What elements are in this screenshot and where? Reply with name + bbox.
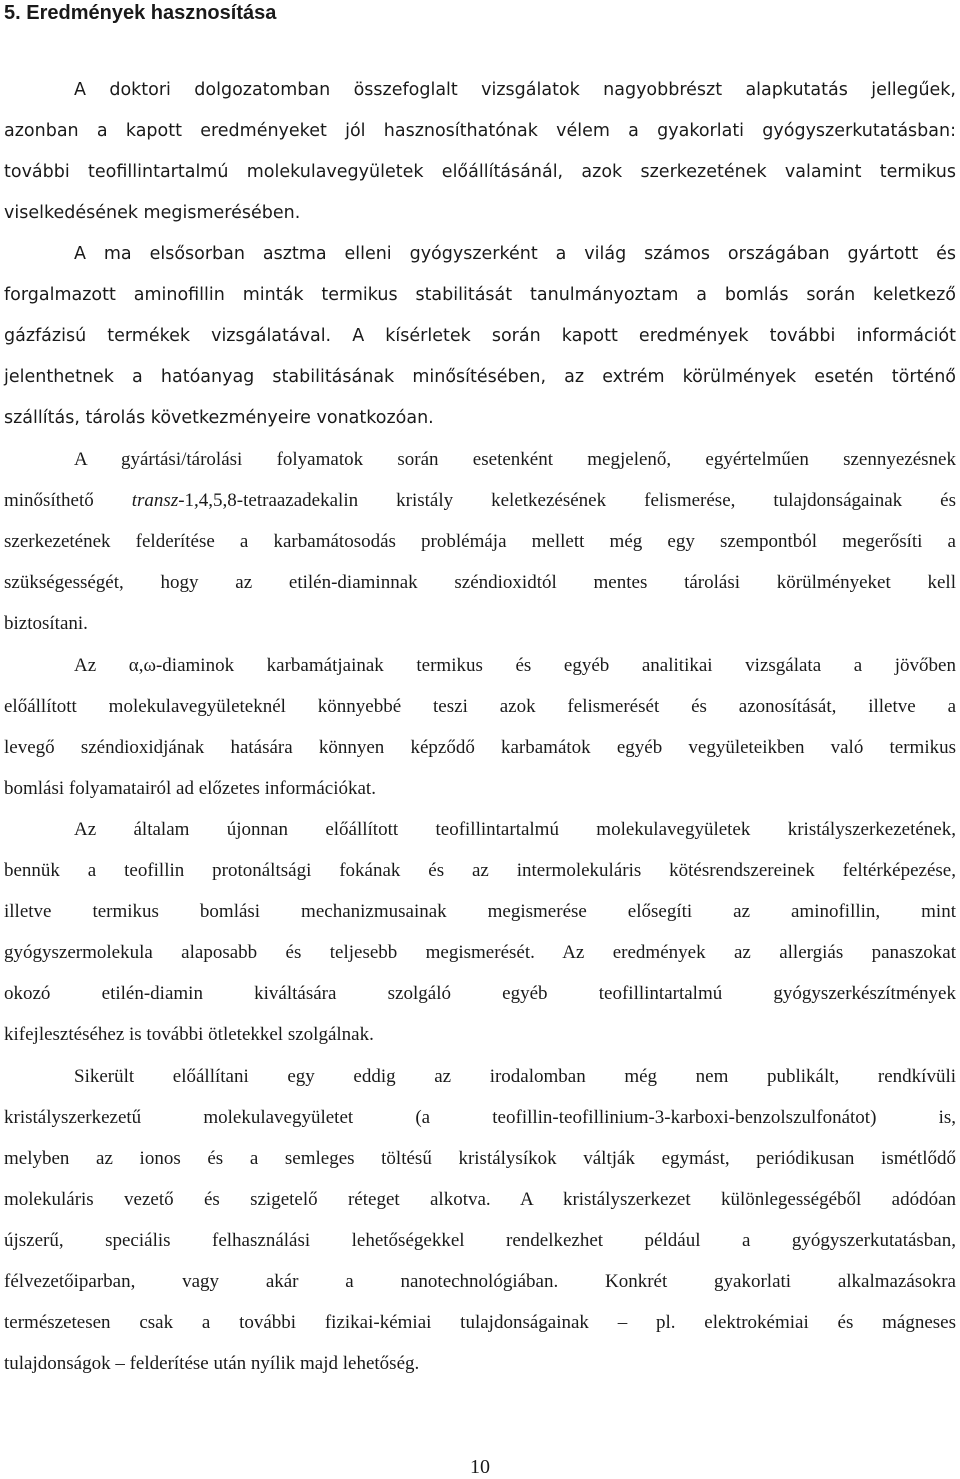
paragraph-2 [4, 234, 956, 439]
line-text: -1,4,5,8-tetraazadekalin kristály keletkezésének felismerése, tulajdonságainak és [178, 490, 956, 511]
paragraph-1 [4, 70, 956, 234]
paragraph-line: gyógyszermolekula alaposabb és teljesebb megismerését. Az eredmények az allergiás panaszokat [4, 942, 956, 963]
paragraph-line: okozó etilén-diamin kiváltására szolgáló egyéb teofillintartalmú gyógyszerkészítmények [4, 983, 956, 1004]
paragraph-line: A gyártási/tárolási folyamatok során esetenként megjelenő, egyértelműen szennyezésnek [74, 449, 956, 470]
paragraph-line: szerkezetének felderítése a karbamátosodás problémája mellett még egy szempontból megerősíti a [4, 531, 956, 552]
paragraph-line: viselkedésének megismerésében. [4, 203, 301, 223]
paragraph-line: Sikerült előállítani egy eddig az irodalomban még nem publikált, rendkívüli [74, 1066, 956, 1087]
italic-term: transz [131, 490, 179, 511]
paragraph-line: szükségességét, hogy az etilén-diaminnak széndioxidtól mentes tárolási körülményeket kell [4, 572, 956, 593]
paragraph-line: félvezetőiparban, vagy akár a nanotechnológiában. Konkrét gyakorlati alkalmazásokra [4, 1271, 956, 1292]
paragraph-line: molekuláris vezető és szigetelő réteget alkotva. A kristályszerkezet különlegességéből adódóan [4, 1189, 956, 1210]
paragraph-line: A doktori dolgozatomban összefoglalt vizsgálatok nagyobbrészt alapkutatás jellegűek, [74, 80, 956, 100]
paragraph-3 [4, 439, 956, 644]
paragraph-line: gázfázisú termékek vizsgálatával. A kísérletek során kapott eredmények további információt [4, 326, 956, 346]
paragraph-line: szállítás, tárolás következményeire vonatkozóan. [4, 408, 434, 428]
paragraph-line: melyben az ionos és a semleges töltésű kristálysíkok váltják egymást, periódikusan ismétlődő [4, 1148, 956, 1169]
paragraph-line: Az α,ω-diaminok karbamátjainak termikus és egyéb analitikai vizsgálata a jövőben [74, 655, 956, 676]
paragraph-line: kristályszerkezetű molekulavegyületet (a teofillin-teofillinium-3-karboxi-benzolszulfonátot) is, [4, 1107, 956, 1128]
paragraph-line: jelenthetnek a hatóanyag stabilitásának minősítésében, az extrém körülmények esetén történő [4, 367, 956, 387]
paragraph-line: bennük a teofillin protonáltsági fokának és az intermolekuláris kötésrendszereinek feltérképezése, [4, 860, 956, 881]
line-text: minősíthető [4, 490, 132, 511]
paragraph-line: előállított molekulavegyületeknél könnyebbé teszi azok felismerését és azonosítását, illetve a [4, 696, 956, 717]
paragraph-line: tulajdonságok – felderítése után nyílik majd lehetőség. [4, 1353, 420, 1374]
paragraph-line: természetesen csak a további fizikai-kémiai tulajdonságainak – pl. elektrokémiai és mágneses [4, 1312, 956, 1333]
paragraph-line: újszerű, speciális felhasználási lehetőségekkel rendelkezhet például a gyógyszerkutatásban, [4, 1230, 956, 1251]
paragraph-line: A ma elsősorban asztma elleni gyógyszerként a világ számos országában gyártott és [74, 244, 956, 264]
paragraph-line [4, 480, 956, 521]
paragraph-line: azonban a kapott eredményeket jól hasznosíthatónak vélem a gyakorlati gyógyszerkutatásban: [4, 121, 956, 141]
paragraph-line: levegő széndioxidjának hatására könnyen képződő karbamátok egyéb vegyületeikben való termikus [4, 737, 956, 758]
paragraph-line: biztosítani. [4, 613, 88, 634]
paragraph-line: bomlási folyamatairól ad előzetes információkat. [4, 778, 376, 799]
paragraph-4 [4, 645, 956, 809]
paragraph-5 [4, 809, 956, 1055]
paragraph-line: Az általam újonnan előállított teofillintartalmú molekulavegyületek kristályszerkezetének, [74, 819, 956, 840]
paragraph-line: kifejlesztéséhez is további ötletekkel szolgálnak. [4, 1024, 374, 1045]
paragraph-line: illetve termikus bomlási mechanizmusainak megismerése elősegíti az aminofillin, mint [4, 901, 956, 922]
paragraph-line: forgalmazott aminofillin minták termikus stabilitását tanulmányoztam a bomlás során keletkező [4, 285, 956, 305]
section-title: 5. Eredmények hasznosítása [4, 2, 277, 24]
page-number: 10 [470, 1456, 490, 1478]
paragraph-6 [4, 1056, 956, 1384]
paragraph-line: további teofillintartalmú molekulavegyületek előállításánál, azok szerkezetének valamint termikus [4, 162, 956, 182]
